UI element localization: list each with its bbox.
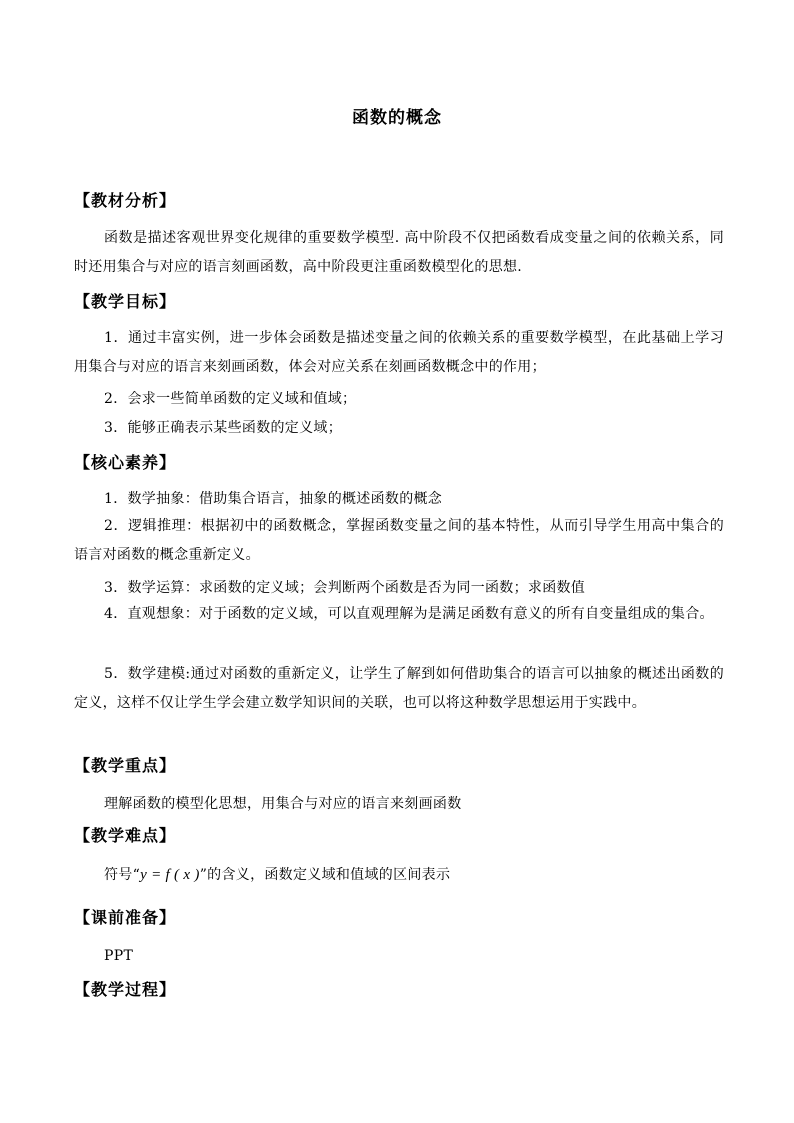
section-heading-goals: 【教学目标】 [74,292,177,311]
difficulties-prefix: 符号“ [104,867,141,883]
literacy-item-1: 1．数学抽象：借助集合语言，抽象的概述函数的概念 [104,491,443,507]
page-title: 函数的概念 [352,108,442,128]
section-heading-process: 【教学过程】 [74,980,177,999]
section-heading-preparation: 【课前准备】 [74,908,177,927]
literacy-item-4: 4．直观想象：对于函数的定义域，可以直观理解为是满足函数有意义的所有自变量组成的集合。 [104,606,714,622]
difficulties-text [104,864,450,884]
section-heading-difficulties: 【教学难点】 [74,826,177,845]
section-heading-analysis: 【教材分析】 [74,191,177,210]
difficulties-suffix: ”的含义，函数定义域和值域的区间表示 [199,867,451,883]
goal-item-2: 2．会求一些简单函数的定义域和值域； [104,391,357,407]
key-points-text: 理解函数的模型化思想，用集合与对应的语言来刻画函数 [104,796,462,812]
literacy-item-2: 2．逻辑推理：根据初中的函数概念，掌握函数变量之间的基本特性，从而引导学生用高中集合的语言对函数的概念重新定义。 [74,518,724,563]
function-notation-formula: y = f ( x ) [140,867,200,883]
section-heading-literacy: 【核心素养】 [74,453,177,472]
goal-item-1: 1．通过丰富实例，进一步体会函数是描述变量之间的依赖关系的重要数学模型，在此基础上学习用集合与对应的语言来刻画函数，体会对应关系在刻画函数概念中的作用； [74,330,724,375]
section-heading-key-points: 【教学重点】 [74,756,177,775]
analysis-paragraph: 函数是描述客观世界变化规律的重要数学模型. 高中阶段不仅把函数看成变量之间的依赖关系，同时还用集合与对应的语言刻画函数，高中阶段更注重函数模型化的思想. [74,230,724,275]
preparation-text: PPT [104,948,134,964]
goal-item-3: 3．能够正确表示某些函数的定义域； [104,420,343,436]
literacy-item-5: 5．数学建模:通过对函数的重新定义，让学生了解到如何借助集合的语言可以抽象的概述出函数的定义，这样不仅让学生学会建立数学知识间的关联，也可以将这种数学思想运用于实践中。 [74,666,724,711]
literacy-item-3: 3．数学运算：求函数的定义域；会判断两个函数是否为同一函数；求函数值 [104,580,586,596]
